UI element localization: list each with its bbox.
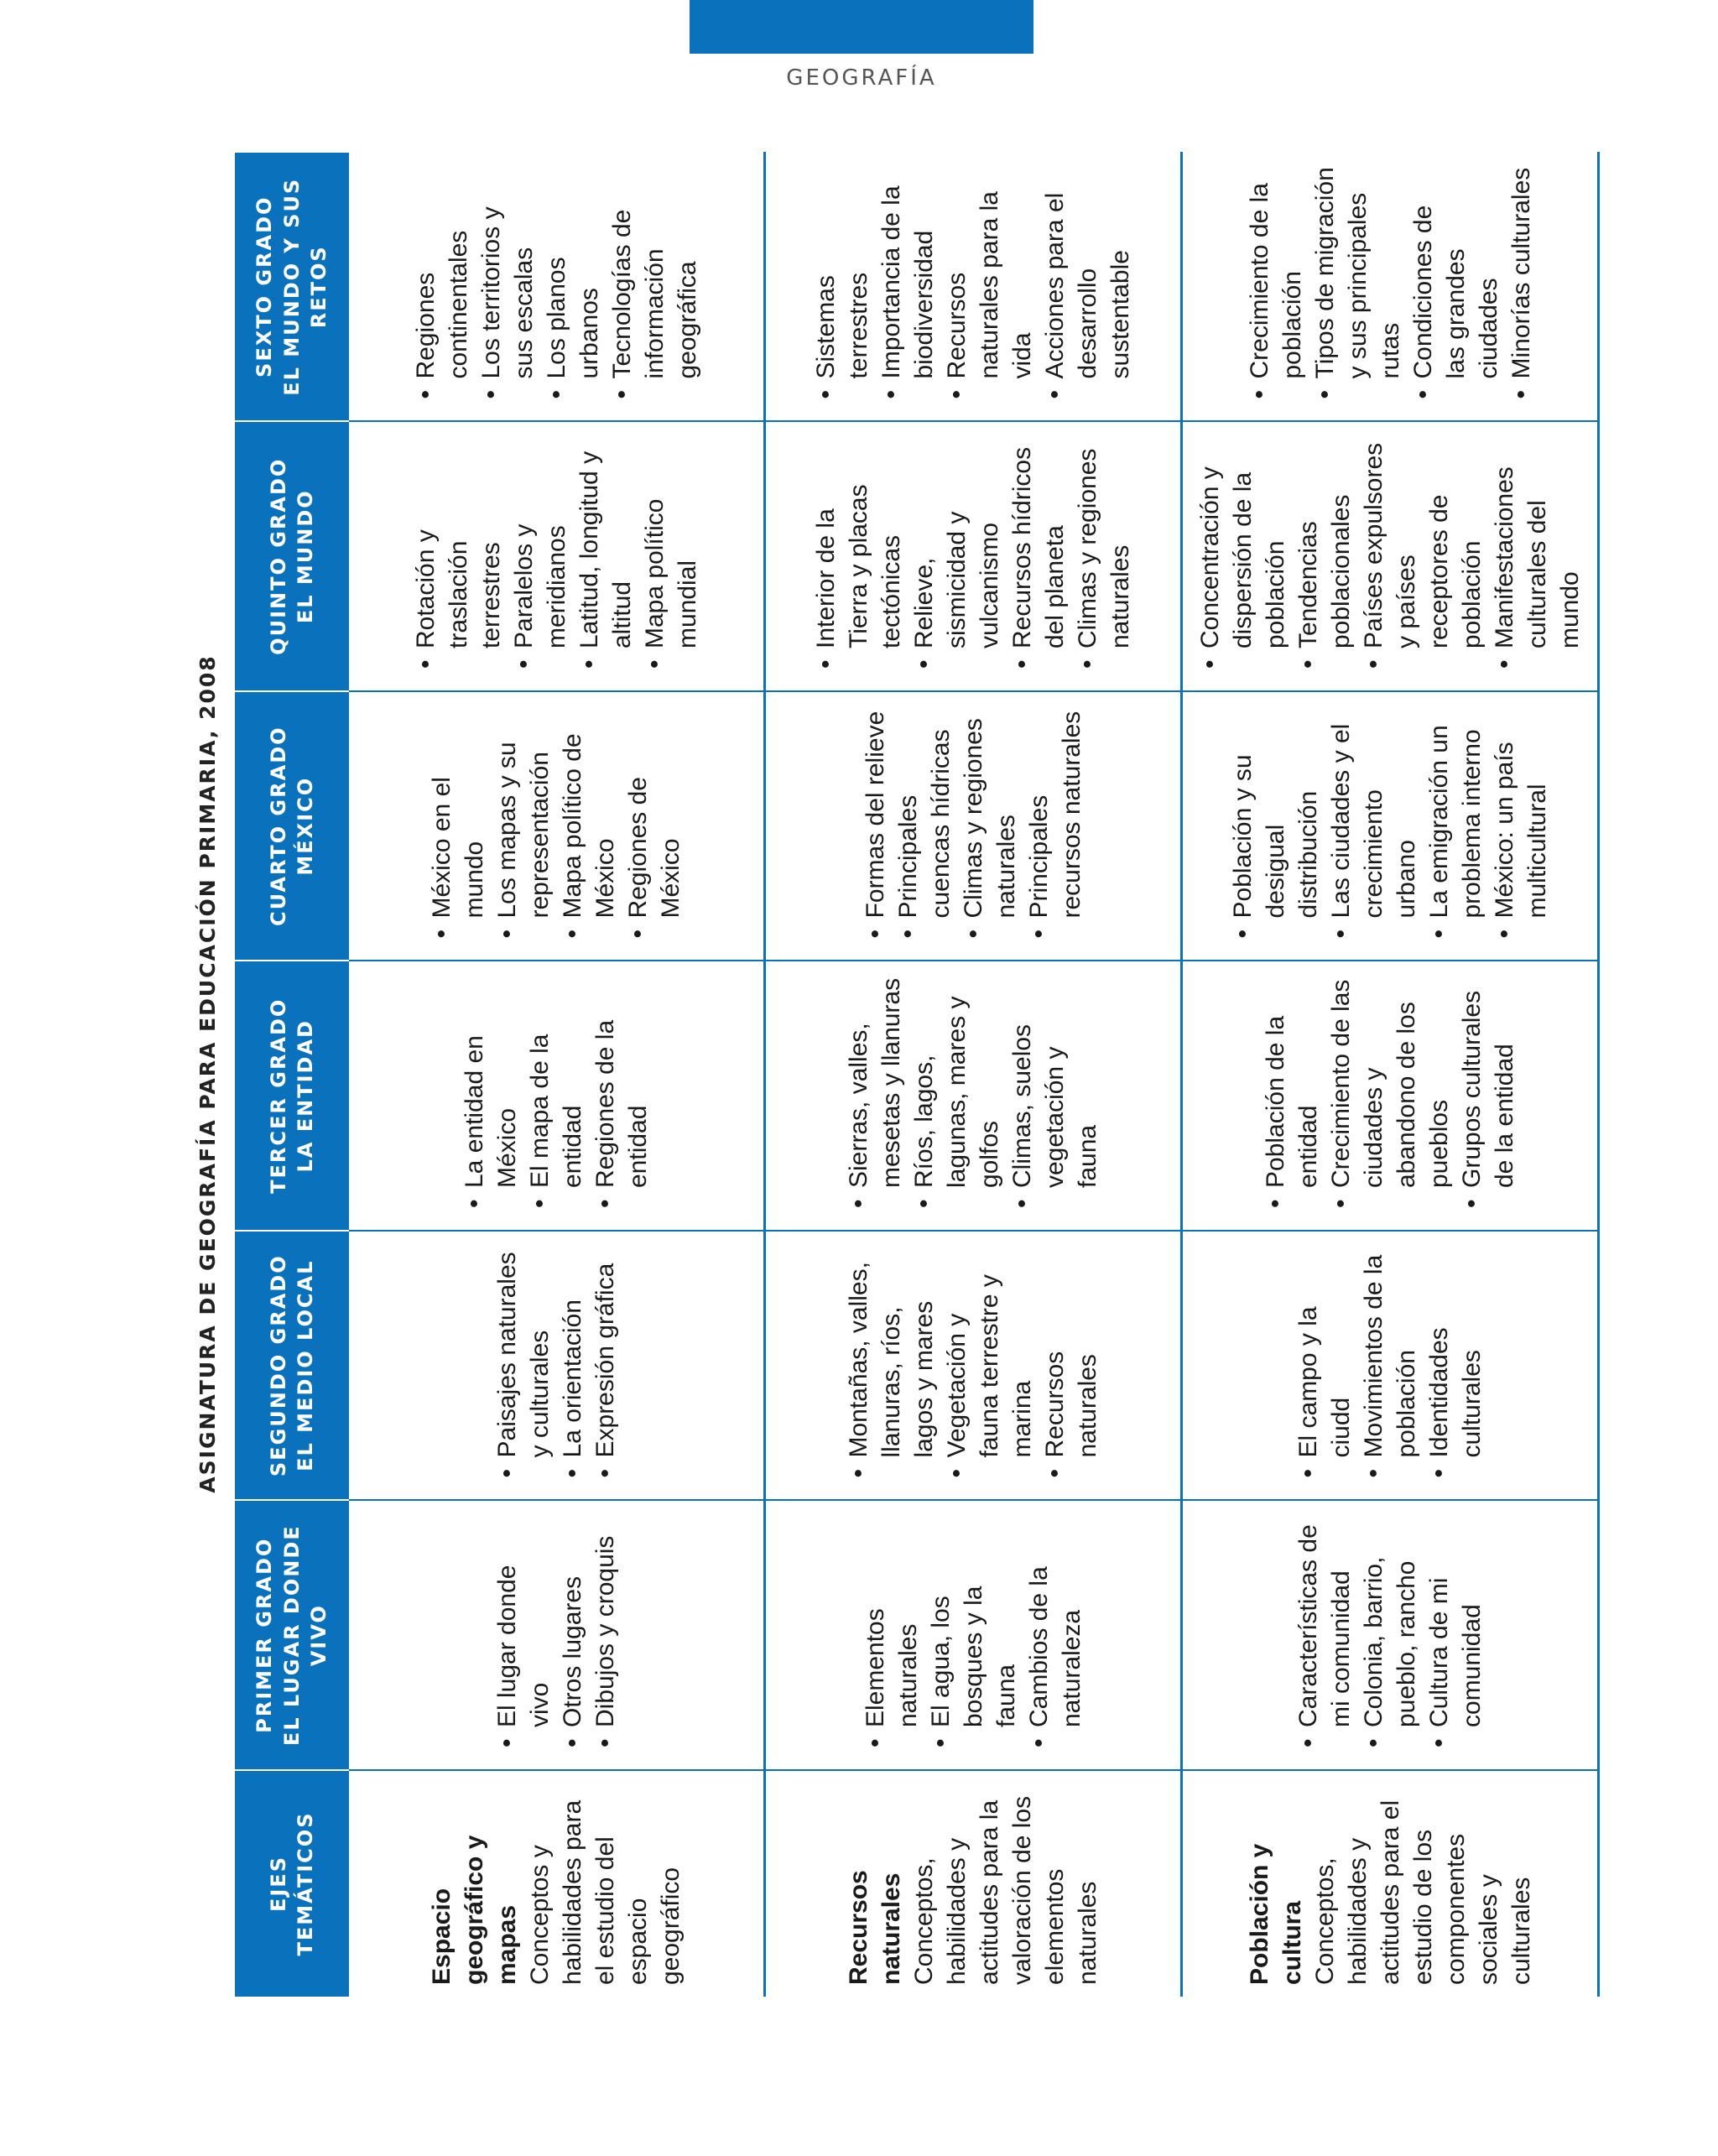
grade-cell: [1182, 152, 1599, 422]
topic-list: [1292, 1247, 1488, 1478]
topic-item: • Climas y regiones naturales: [1071, 438, 1137, 669]
topic-item: • Población y su desigual distribución: [1226, 707, 1325, 939]
topic-list: [810, 438, 1137, 669]
topic-item: • Regiones continentales: [409, 167, 475, 399]
topic-item: • Relieve, sismicidad y vulcanismo: [908, 438, 1006, 669]
topic-item: • Elementos naturales: [859, 1517, 924, 1748]
table-row: [349, 152, 765, 1997]
grade-cell: [1182, 422, 1599, 692]
topic-item: • Regiones de la entidad: [589, 977, 654, 1209]
topic-item: • Vegetación y fauna terrestre y marina: [940, 1247, 1039, 1478]
topic-item: • Paisajes naturales y culturales: [491, 1247, 556, 1478]
topic-item: • Los territorios y sus escalas: [475, 167, 540, 399]
topic-item: • Minorías culturales: [1505, 167, 1538, 399]
topic-list: [842, 977, 1104, 1209]
column-header-topic: EL MEDIO LOCAL: [294, 1259, 317, 1471]
topic-item: • La emigración un problema interno: [1423, 707, 1488, 939]
grade-cell: [765, 691, 1182, 961]
topic-list: [1292, 1517, 1488, 1748]
grade-cell: [1182, 961, 1599, 1232]
grade-cell: [349, 1231, 765, 1501]
topic-list: [425, 707, 687, 939]
topic-item: • Grupos culturales de la entidad: [1455, 977, 1521, 1209]
grade-cell: [349, 422, 765, 692]
topic-list: [491, 1517, 622, 1748]
topic-item: • Sierras, valles, mesetas y llanuras: [842, 977, 908, 1209]
topic-item: • Características de mi comunidad: [1292, 1517, 1357, 1748]
column-header-topic: EL MUNDO Y SUS RETOS: [279, 177, 331, 396]
topic-item: • Crecimiento de la población: [1243, 167, 1309, 399]
topic-item: • Tecnologías de información geográfica: [606, 167, 704, 399]
column-header-grade: EJES TEMÁTICOS: [266, 1811, 317, 1956]
column-header-grade: SEXTO GRADO: [252, 195, 277, 378]
column-header-grade: TERCER GRADO: [266, 997, 290, 1194]
axis-title: Recursos naturales: [845, 1870, 905, 1985]
topic-item: • Regiones de México: [622, 707, 687, 939]
table-body: [349, 152, 1599, 1997]
topic-item: • El lugar donde vivo: [491, 1517, 556, 1748]
topic-item: • Mapa político de México: [556, 707, 622, 939]
topic-item: • Crecimiento de las ciudades y abandono de los pueblos: [1325, 977, 1455, 1209]
grade-cell: [349, 152, 765, 422]
topic-list: [859, 707, 1088, 939]
column-header-2: [235, 1231, 349, 1501]
column-header-5: [235, 422, 349, 692]
topic-item: • Ríos, lagos, lagunas, mares y golfos: [908, 977, 1006, 1209]
column-header-1: [235, 1501, 349, 1771]
topic-item: • Movimientos de la población: [1357, 1247, 1423, 1478]
grade-cell: [349, 961, 765, 1232]
rotated-table-area: [185, 151, 1627, 1997]
topic-list: [409, 167, 704, 399]
topic-item: • Recursos hídricos del planeta: [1006, 438, 1071, 669]
topic-item: • La orientación: [556, 1247, 589, 1478]
topic-item: • La entidad en México: [458, 977, 523, 1209]
grade-cell: [765, 422, 1182, 692]
topic-list: [409, 438, 704, 669]
grade-cell: [349, 1501, 765, 1771]
topic-item: • Población de la entidad: [1259, 977, 1325, 1209]
column-header-0: [235, 1770, 349, 1997]
topic-item: • Principales cuencas hídricas: [892, 707, 957, 939]
column-header-grade: SEGUNDO GRADO: [266, 1254, 290, 1477]
table-row: [1182, 152, 1599, 1997]
topic-item: • Concentración y dispersión de la población: [1194, 438, 1292, 669]
topic-list: [859, 1517, 1088, 1748]
topic-item: • México en el mundo: [425, 707, 491, 939]
header-row: [235, 152, 349, 1997]
grade-cell: [765, 1231, 1182, 1501]
axis-description: Conceptos, habilidades y actitudes para la valoración de los elementos naturales: [910, 1795, 1101, 1985]
topic-item: • Países expulsores y países receptores de población: [1357, 438, 1488, 669]
column-header-topic: EL LUGAR DONDE VIVO: [279, 1524, 331, 1747]
topic-list: [842, 1247, 1104, 1478]
topic-item: • Recursos naturales para la vida: [940, 167, 1039, 399]
grade-cell: [1182, 691, 1599, 961]
grade-cell: [1182, 1501, 1599, 1771]
section-label: GEOGRAFÍA: [786, 65, 937, 91]
topic-item: • El agua, los bosques y la fauna: [924, 1517, 1023, 1748]
topic-item: • Acciones para el desarrollo sustentable: [1039, 167, 1137, 399]
topic-item: • Climas y regiones naturales: [957, 707, 1023, 939]
column-header-3: [235, 961, 349, 1232]
grade-cell: [765, 152, 1182, 422]
grade-cell: [1182, 1231, 1599, 1501]
axis-description: Conceptos y habilidades para el estudio del espacio geográfico: [526, 1799, 685, 1985]
topic-item: • Identidades culturales: [1423, 1247, 1488, 1478]
topic-list: [458, 977, 654, 1209]
axis-cell: [349, 1770, 765, 1997]
topic-item: • Rotación y traslación terrestres: [409, 438, 508, 669]
topic-list: [1259, 977, 1521, 1209]
topic-item: • Manifestaciones culturales del mundo: [1488, 438, 1586, 669]
topic-item: • El campo y la ciudd: [1292, 1247, 1357, 1478]
topic-item: • Formas del relieve: [859, 707, 892, 939]
topic-item: • Expresión gráfica: [589, 1247, 622, 1478]
topic-item: • Principales recursos naturales: [1023, 707, 1088, 939]
topic-item: • Recursos naturales: [1039, 1247, 1104, 1478]
topic-item: • Interior de la Tierra y placas tectónicas: [810, 438, 908, 669]
topic-item: • Dibujos y croquis: [589, 1517, 622, 1748]
column-header-4: [235, 691, 349, 961]
table-title: ASIGNATURA DE GEOGRAFÍA PARA EDUCACIÓN PRIMARIA, 2008: [195, 654, 220, 1493]
table-row: [765, 152, 1182, 1997]
column-header-grade: QUINTO GRADO: [266, 457, 290, 655]
topic-item: • Tendencias poblacionales: [1292, 438, 1357, 669]
topic-item: • El mapa de la entidad: [523, 977, 589, 1209]
axis-cell: [765, 1770, 1182, 1997]
topic-item: • México: un país multicultural: [1488, 707, 1554, 939]
topic-item: • Las ciudades y el crecimiento urbano: [1325, 707, 1423, 939]
axis-title: Espacio geográfico y mapas: [428, 1835, 521, 1985]
column-header-grade: PRIMER GRADO: [252, 1537, 277, 1733]
axis-description: Conceptos, habilidades y actitudes para el estudio de los componentes sociales y culturales: [1310, 1799, 1535, 1985]
grade-cell: [349, 691, 765, 961]
axis-title: Población y cultura: [1245, 1843, 1306, 1985]
grade-cell: [765, 961, 1182, 1232]
topic-list: [491, 1247, 622, 1478]
curriculum-table: [235, 151, 1600, 1997]
topic-item: • Condiciones de las grandes ciudades: [1407, 167, 1505, 399]
topic-item: • Los mapas y su representación: [491, 707, 556, 939]
column-header-topic: EL MUNDO: [294, 489, 317, 624]
column-header-6: [235, 152, 349, 422]
column-header-topic: LA ENTIDAD: [294, 1019, 317, 1173]
topic-item: • Mapa político mundial: [638, 438, 704, 669]
topic-item: • Cambios de la naturaleza: [1023, 1517, 1088, 1748]
topic-item: • Sistemas terrestres: [810, 167, 875, 399]
column-header-topic: MÉXICO: [294, 776, 317, 876]
topic-item: • Climas, suelos vegetación y fauna: [1006, 977, 1104, 1209]
axis-cell: [1182, 1770, 1599, 1997]
topic-item: • Paralelos y meridianos: [508, 438, 573, 669]
topic-list: [1243, 167, 1538, 399]
topic-item: • Los planos urbanos: [540, 167, 606, 399]
topic-list: [1226, 707, 1554, 939]
topic-item: • Otros lugares: [556, 1517, 589, 1748]
topic-item: • Importancia de la biodiversidad: [875, 167, 940, 399]
topic-item: • Cultura de mi comunidad: [1423, 1517, 1488, 1748]
topic-list: [1194, 438, 1586, 669]
topic-item: • Latitud, longitud y altitud: [573, 438, 638, 669]
header-color-tab: [690, 0, 1033, 54]
topic-item: • Montañas, valles, llanuras, ríos, lagos y mares: [842, 1247, 940, 1478]
topic-list: [810, 167, 1137, 399]
topic-item: • Colonia, barrio, pueblo, rancho: [1357, 1517, 1423, 1748]
topic-item: • Tipos de migración y sus principales rutas: [1309, 167, 1407, 399]
grade-cell: [765, 1501, 1182, 1771]
column-header-grade: CUARTO GRADO: [266, 726, 290, 927]
